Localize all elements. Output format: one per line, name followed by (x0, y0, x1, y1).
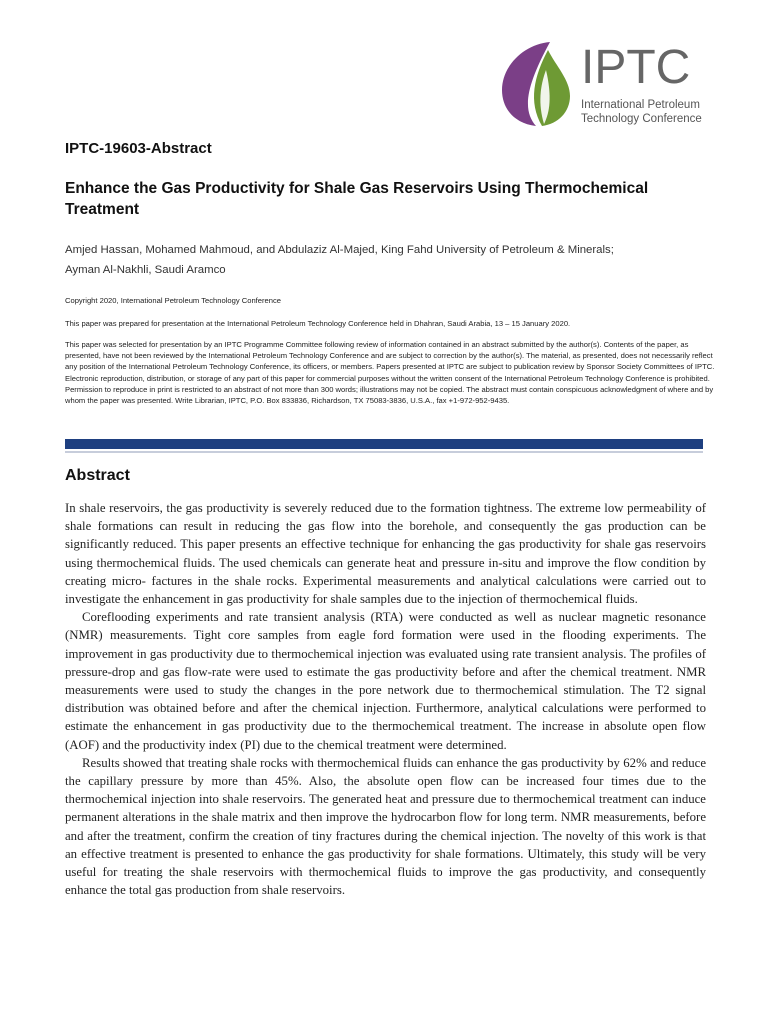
logo-subtitle (581, 98, 702, 126)
paper-title: Enhance the Gas Productivity for Shale Gas Reservoirs Using Thermochemical Treatment (65, 180, 649, 218)
abstract-paragraph-2: Coreflooding experiments and rate transient analysis (RTA) were conducted as well as nuclear magnetic resonance (NMR) measurements. Tight core samples from eagle ford formation were used in the flooding experiments. The improvement in gas productivity due to thermochemical injection was evaluated using rate transient analysis. The profiles of pressure-drop and gas flow-rate were used to estimate the gas productivity before and after the chemical treatment. NMR measurements were used to study the changes in the pore network due to thermochemical stimulation. The T2 signal distribution was obtained before and after the chemical injection. Furthermore, analytical calculations were performed to estimate the enhancement in gas productivity due to the thermochemical treatment. The increase in absolute open flow (AOF) and the productivity index (PI) due to the chemical treatment were determined. (65, 610, 706, 752)
abstract-heading: Abstract (65, 467, 130, 484)
iptc-logo (498, 40, 708, 130)
authors (65, 240, 715, 280)
abstract-paragraph-3: Results showed that treating shale rocks with thermochemical fluids can enhance the gas productivity by 62% and reduce the capillary pressure by more than 45%. Also, the absolute open flow can be increased four times due to the thermochemical injection into shale reservoirs. The generated heat and pressure due to thermochemical treatment can induce permanent alterations in the shale matrix and then improve the hydrocarbon flow for long term. NMR measurements, before and after the treatment, confirm the creation of tiny fractures during the chemical injection. The novelty of this work is that an effective treatment is presented to enhance the gas productivity for shale formations. Ultimately, this study will be very useful for treating the shale reservoirs with thermochemical fluids to improve the gas productivity, and consequently enhance the total gas production from shale reservoirs. (65, 755, 706, 898)
copyright-notice: Copyright 2020, International Petroleum Technology Conference (65, 296, 281, 305)
abstract-body (65, 499, 706, 899)
logo-subtitle-line1: International Petroleum (581, 99, 700, 111)
authors-line2: Ayman Al-Nakhli, Saudi Aramco (65, 264, 226, 276)
logo-subtitle-line2: Technology Conference (581, 113, 702, 125)
paper-id: IPTC-19603-Abstract (65, 140, 212, 157)
authors-line1: Amjed Hassan, Mohamed Mahmoud, and Abdulaziz Al-Majed, King Fahd University of Petroleum & Minerals; (65, 244, 614, 256)
abstract-paragraph-1: In shale reservoirs, the gas productivity is severely reduced due to the formation tightness. The extreme low permeability of shale formations can result in reducing the gas flow into the borehole, and consequently the gas production can be significantly reduced. This paper presents an effective technique for enhancing the gas productivity for shale gas reservoirs using thermochemical fluids. The used chemicals can generate heat and pressure in-situ and improve the flow condition by creating micro- factures in the shale rocks. Experimental measurements and analytical calculations were carried out to investigate the enhancement in gas productivity for shale samples due to the injection of thermochemical fluids. (65, 501, 706, 607)
prepared-notice: This paper was prepared for presentation at the International Petroleum Technology Conference held in Dhahran, Saudi Arabia, 13 – 15 January 2020. (65, 319, 571, 328)
logo-brand: IPTC (581, 41, 691, 94)
review-notice: This paper was selected for presentation by an IPTC Programme Committee following review of information contained in an abstract submitted by the author(s). Contents of the paper, as presented, have not been reviewed by the International Petroleum Technology Conference and are subject to correction by the author(s). The material, as presented, does not necessarily reflect any position of the International Petroleum Technology Conference, its officers, or members. Papers presented at IPTC are subject to publication review by Sponsor Society Committees of IPTC. Electronic reproduction, distribution, or storage of any part of this paper for commercial purposes without the written consent of the International Petroleum Technology Conference is prohibited. Permission to reproduce in print is restricted to an abstract of not more than 300 words; illustrations may not be copied. The abstract must contain conspicuous acknowledgment of where and by whom the paper was presented. Write Librarian, IPTC, P.O. Box 833836, Richardson, TX 75083-3836, U.S.A., fax +1-972-952-9435. (65, 340, 715, 406)
section-divider-line (65, 451, 703, 453)
iptc-drop-icon (498, 40, 578, 128)
section-divider (65, 439, 703, 449)
